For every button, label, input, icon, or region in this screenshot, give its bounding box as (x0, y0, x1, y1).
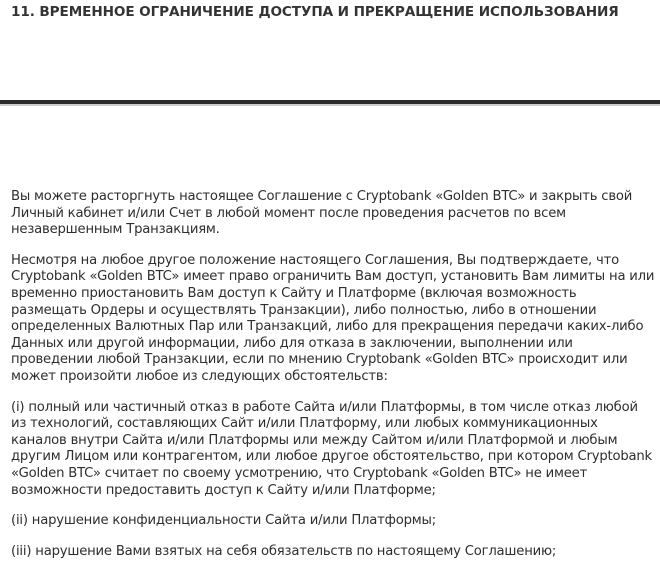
paragraph-restriction-rights: Несмотря на любое другое положение настоящего Соглашения, Вы подтверждаете, что Cryptobank «Golden BTC» имеет право ограничить Вам доступ, установить Вам лимиты на или временно приостановить Вам доступ к Сайту и Платформе (включая возможность размещать Ордеры и осуществлять Транзакции), либо полностью, либо в отношении определенных Валютных Пар или Транзакций, либо для прекращения передачи каких-либо Данных или другой информации, либо для отказа в заключении, выполнении или проведении любой Транзакции, если по мнению Cryptobank «Golden BTC» происходит или может произойти любое из следующих обстоятельств: (11, 252, 655, 384)
paragraph-clause-iii: (iii) нарушение Вами взятых на себя обязательств по настоящему Соглашению; (11, 543, 557, 559)
section-title: 11. ВРЕМЕННОЕ ОГРАНИЧЕНИЕ ДОСТУПА И ПРЕКРАЩЕНИЕ ИСПОЛЬЗОВАНИЯ (11, 4, 619, 20)
paragraph-clause-i: (i) полный или частичный отказ в работе Сайта и/или Платформы, в том числе отказ любой из технологий, составляющих Сайт и/или Платформу, или любых коммуникационных каналов внутри Сайта и/или Платформы или между Сайтом и/или Платформой и любым другим Лицом или контрагентом, или любое другое обстоятельство, при котором Cryptobank «Golden BTC» считает по своему усмотрению, что Cryptobank «Golden BTC» не имеет возможности предоставить доступ к Сайту и/или Платформе; (11, 399, 652, 498)
header-divider-shadow (0, 104, 660, 106)
paragraph-termination: Вы можете расторгнуть настоящее Соглашение с Cryptobank «Golden BTC» и закрыть свой Личный кабинет и/или Счет в любой момент после проведения расчетов по всем незавершенным Транзакциям. (11, 189, 633, 238)
section-header (0, 0, 660, 100)
paragraph-clause-ii: (ii) нарушение конфиденциальности Сайта и/или Платформы; (11, 513, 436, 529)
agreement-text (11, 189, 656, 574)
